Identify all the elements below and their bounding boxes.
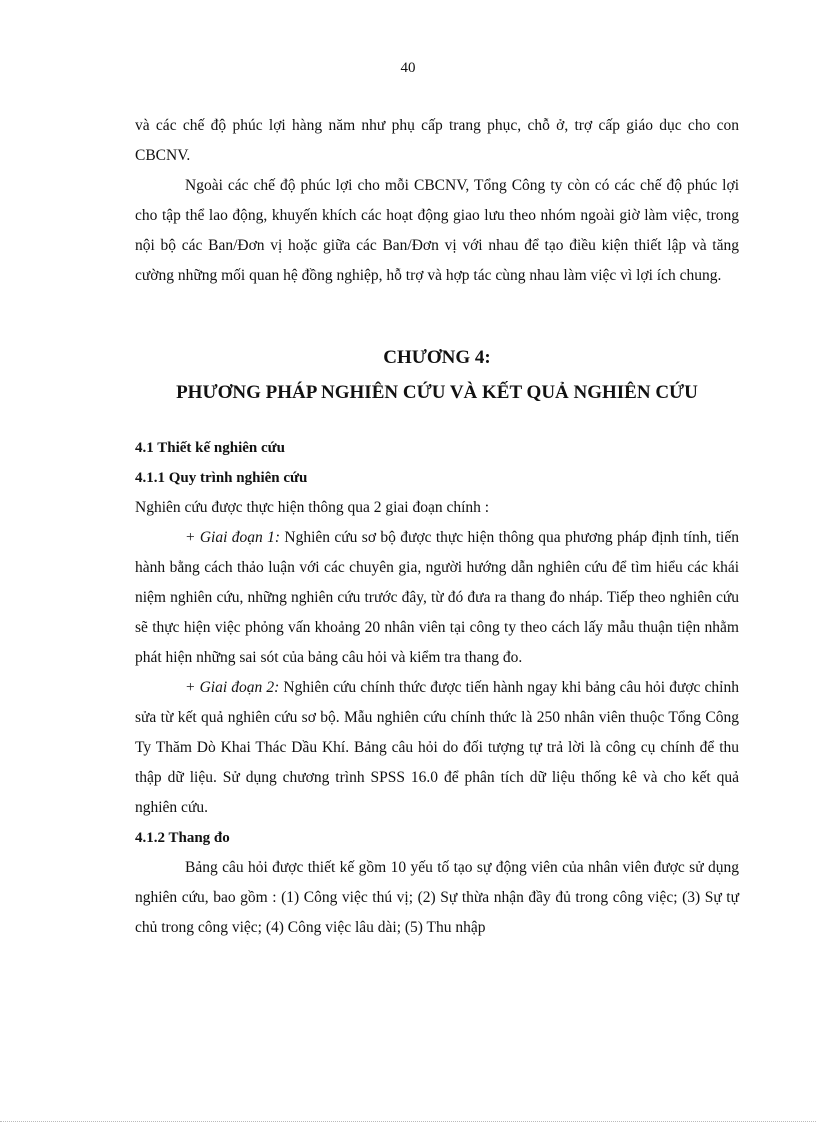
phase-1-label: + Giai đoạn 1:: [185, 529, 281, 546]
document-body: [135, 111, 739, 943]
page-bottom-divider: [0, 1121, 816, 1122]
paragraph-collective-welfare: Ngoài các chế độ phúc lợi cho mỗi CBCNV, Tổng Công ty còn có các chế độ phúc lợi cho tập thể lao động, khuyến khích các hoạt động giao lưu theo nhóm ngoài giờ làm việc, trong nội bộ các Ban/Đơn vị hoặc giữa các Ban/Đơn vị với nhau để tạo điều kiện thiết lập và tăng cường những mối quan hệ đồng nghiệp, hỗ trợ và hợp tác cùng nhau làm việc vì lợi ích chung.: [135, 177, 739, 284]
section-heading-4-1: 4.1 Thiết kế nghiên cứu: [135, 440, 285, 456]
page-number: 40: [400, 60, 416, 76]
paragraph-research-intro: Nghiên cứu được thực hiện thông qua 2 giai đoạn chính :: [135, 499, 490, 516]
paragraph-phase-1: [135, 523, 739, 673]
chapter-number: CHƯƠNG 4:: [383, 347, 491, 368]
phase-2-label: + Giai đoạn 2:: [185, 679, 280, 696]
phase-1-text: Nghiên cứu sơ bộ được thực hiện thông qua phương pháp định tính, tiến hành bằng cách thảo luận với các chuyên gia, người hướng dẫn nghiên cứu để tìm hiểu các khái niệm nghiên cứu, những nghiên cứu trước đây, từ đó đưa ra thang đo nháp. Tiếp theo nghiên cứu sẽ thực hiện việc phỏng vấn khoảng 20 nhân viên tại công ty theo cách lấy mẫu thuận tiện nhằm phát hiện những sai sót của bảng câu hỏi và kiểm tra thang đo.: [135, 529, 739, 666]
paragraph-phase-2: [135, 673, 739, 823]
paragraph-scale: Bảng câu hỏi được thiết kế gồm 10 yếu tố tạo sự động viên của nhân viên được sử dụng nghiên cứu, bao gồm : (1) Công việc thú vị; (2) Sự thừa nhận đầy đủ trong công việc; (3) Sự tự chủ trong công việc; (4) Công việc lâu dài; (5) Thu nhập: [135, 859, 739, 936]
phase-2-text: Nghiên cứu chính thức được tiến hành ngay khi bảng câu hỏi được chỉnh sửa từ kết quả nghiên cứu sơ bộ. Mẫu nghiên cứu chính thức là 250 nhân viên thuộc Tổng Công Ty Thăm Dò Khai Thác Dầu Khí. Bảng câu hỏi do đối tượng tự trả lời là công cụ chính để thu thập dữ liệu. Sử dụng chương trình SPSS 16.0 để phân tích dữ liệu thống kê và cho kết quả nghiên cứu.: [135, 679, 739, 816]
chapter-title: PHƯƠNG PHÁP NGHIÊN CỨU VÀ KẾT QUẢ NGHIÊN CỨU: [176, 382, 698, 403]
section-heading-4-1-1: 4.1.1 Quy trình nghiên cứu: [135, 470, 308, 486]
section-heading-4-1-2: 4.1.2 Thang đo: [135, 830, 230, 846]
paragraph-welfare-continued: và các chế độ phúc lợi hàng năm như phụ cấp trang phục, chỗ ở, trợ cấp giáo dục cho con CBCNV.: [135, 117, 739, 164]
